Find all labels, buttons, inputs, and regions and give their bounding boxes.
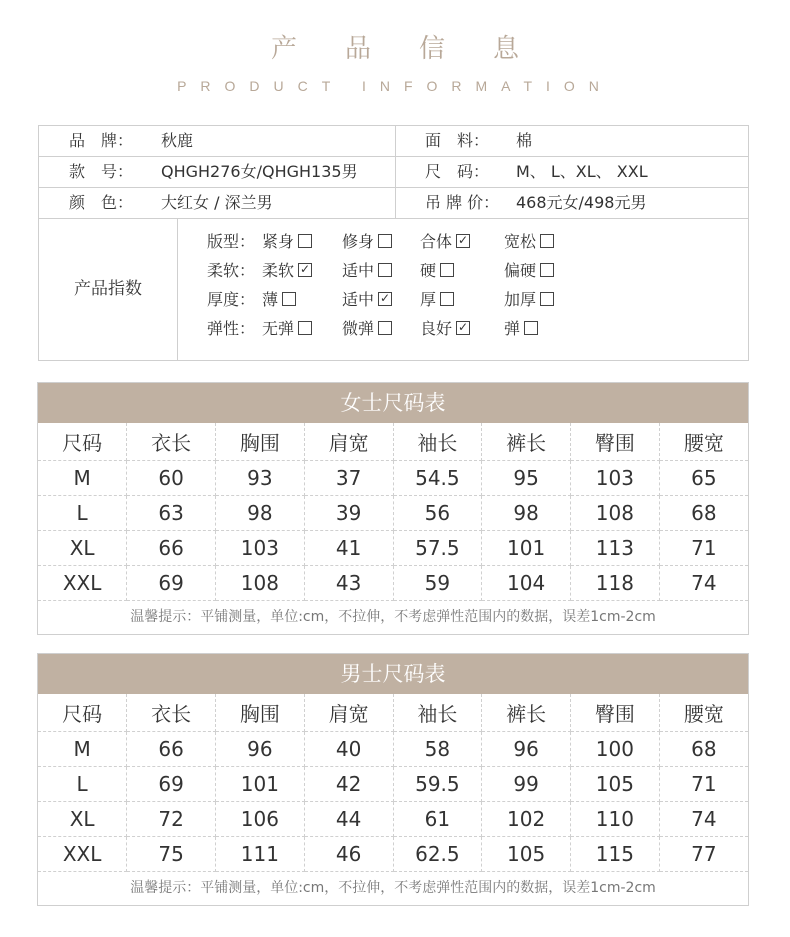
table-cell: 98	[482, 496, 571, 531]
table-row	[38, 837, 748, 872]
column-header: 臀围	[571, 694, 660, 732]
column-header: 腰宽	[659, 694, 748, 732]
table-cell: 58	[393, 732, 482, 767]
index-option-label: 修身	[342, 232, 375, 251]
table-cell: 62.5	[393, 837, 482, 872]
index-option-label: 合体	[420, 232, 453, 251]
info-row-brand	[39, 126, 748, 157]
table-cell: 39	[304, 496, 393, 531]
size-label: 尺 码：	[425, 162, 490, 181]
index-option	[420, 228, 470, 256]
women-size-grid	[38, 423, 748, 601]
index-option	[342, 228, 392, 256]
empty-box-icon	[440, 292, 454, 306]
women-table-note: 温馨提示：平铺测量，单位:cm，不拉伸，不考虑弹性范围内的数据，误差1cm-2cm	[130, 609, 656, 625]
index-option-label: 硬	[420, 261, 437, 280]
index-row-name: 弹性：	[207, 319, 256, 338]
table-cell: 95	[482, 461, 571, 496]
checked-box-icon: ✓	[457, 319, 469, 334]
page-subtitle: PRODUCT INFORMATION	[177, 78, 613, 94]
brand-value: 秋鹿	[161, 131, 194, 150]
size-value: M、 L、XL、 XXL	[516, 162, 648, 181]
men-size-table	[37, 653, 749, 906]
style-label: 款 号：	[69, 162, 134, 181]
table-cell: 60	[127, 461, 216, 496]
price-label: 吊 牌 价：	[425, 193, 500, 212]
brand-label: 品 牌：	[69, 131, 134, 150]
table-cell: 101	[216, 767, 305, 802]
color-value: 大红女 / 深兰男	[161, 193, 273, 212]
table-cell: XXL	[38, 837, 127, 872]
table-row	[38, 732, 748, 767]
column-header: 衣长	[127, 423, 216, 461]
index-option	[262, 286, 296, 314]
table-cell: 69	[127, 566, 216, 601]
table-cell: 68	[659, 496, 748, 531]
index-option	[420, 257, 454, 285]
table-cell: 69	[127, 767, 216, 802]
index-option-label: 柔软	[262, 261, 295, 280]
table-cell: 103	[571, 461, 660, 496]
table-cell: XL	[38, 802, 127, 837]
table-cell: 57.5	[393, 531, 482, 566]
table-cell: L	[38, 496, 127, 531]
index-option	[504, 315, 538, 343]
index-option-label: 微弹	[342, 319, 375, 338]
table-cell: 40	[304, 732, 393, 767]
table-cell: 113	[571, 531, 660, 566]
empty-box-icon	[378, 234, 392, 248]
table-cell: 59.5	[393, 767, 482, 802]
table-cell: 105	[571, 767, 660, 802]
table-cell: 101	[482, 531, 571, 566]
info-row-style	[39, 157, 748, 188]
page-title: 产品信息	[270, 34, 567, 64]
empty-box-icon	[378, 263, 392, 277]
table-cell: 66	[127, 531, 216, 566]
table-cell: 65	[659, 461, 748, 496]
empty-box-icon	[282, 292, 296, 306]
table-cell: 105	[482, 837, 571, 872]
table-cell: M	[38, 461, 127, 496]
table-row	[38, 767, 748, 802]
empty-box-icon	[298, 321, 312, 335]
checked-box-icon: ✓	[457, 232, 469, 247]
column-header: 肩宽	[304, 423, 393, 461]
index-option-label: 适中	[342, 261, 375, 280]
index-option-label: 无弹	[262, 319, 295, 338]
style-value: QHGH276女/QHGH135男	[161, 162, 358, 181]
table-cell: 43	[304, 566, 393, 601]
column-header: 尺码	[38, 694, 127, 732]
table-cell: 54.5	[393, 461, 482, 496]
empty-box-icon	[540, 263, 554, 277]
column-header: 衣长	[127, 694, 216, 732]
women-table-title: 女士尺码表	[38, 383, 748, 423]
table-cell: 41	[304, 531, 393, 566]
women-size-table	[37, 382, 749, 635]
table-cell: 108	[216, 566, 305, 601]
column-header: 裤长	[482, 694, 571, 732]
index-option-label: 偏硬	[504, 261, 537, 280]
divider	[395, 188, 396, 218]
table-cell: 98	[216, 496, 305, 531]
index-option-label: 加厚	[504, 290, 537, 309]
table-cell: 110	[571, 802, 660, 837]
table-cell: 93	[216, 461, 305, 496]
index-option	[504, 286, 554, 314]
table-header-row	[38, 694, 748, 732]
men-table-title: 男士尺码表	[38, 654, 748, 694]
table-cell: 99	[482, 767, 571, 802]
index-row-name: 厚度：	[207, 290, 256, 309]
table-cell: 103	[216, 531, 305, 566]
column-header: 裤长	[482, 423, 571, 461]
empty-box-icon	[440, 263, 454, 277]
table-cell: 42	[304, 767, 393, 802]
column-header: 臀围	[571, 423, 660, 461]
table-header-row	[38, 423, 748, 461]
color-label: 颜 色：	[69, 193, 134, 212]
table-cell: 37	[304, 461, 393, 496]
table-row	[38, 802, 748, 837]
table-cell: 77	[659, 837, 748, 872]
index-option	[262, 257, 312, 285]
index-option-label: 良好	[420, 319, 453, 338]
index-option	[342, 286, 392, 314]
column-header: 腰宽	[659, 423, 748, 461]
index-option	[342, 315, 392, 343]
table-row	[38, 496, 748, 531]
table-cell: 59	[393, 566, 482, 601]
column-header: 胸围	[216, 694, 305, 732]
table-cell: 63	[127, 496, 216, 531]
table-cell: 46	[304, 837, 393, 872]
men-size-grid	[38, 694, 748, 872]
index-option	[262, 228, 312, 256]
table-cell: 61	[393, 802, 482, 837]
column-header: 袖长	[393, 694, 482, 732]
index-row-name: 版型：	[207, 232, 256, 251]
checked-box-icon: ✓	[299, 261, 311, 276]
table-cell: 96	[482, 732, 571, 767]
table-cell: 71	[659, 531, 748, 566]
index-option-label: 弹	[504, 319, 521, 338]
index-option-label: 适中	[342, 290, 375, 309]
empty-box-icon	[524, 321, 538, 335]
column-header: 胸围	[216, 423, 305, 461]
index-option-label: 宽松	[504, 232, 537, 251]
table-cell: 115	[571, 837, 660, 872]
fabric-value: 棉	[516, 131, 533, 150]
empty-box-icon	[540, 292, 554, 306]
column-header: 肩宽	[304, 694, 393, 732]
index-option-label: 薄	[262, 290, 279, 309]
product-index-label: 产品指数	[39, 219, 178, 360]
table-cell: 108	[571, 496, 660, 531]
product-info-panel	[38, 125, 749, 361]
index-row-name: 柔软：	[207, 261, 256, 280]
fabric-label: 面 料：	[425, 131, 490, 150]
table-row	[38, 461, 748, 496]
index-option	[420, 315, 470, 343]
empty-box-icon	[540, 234, 554, 248]
table-cell: 71	[659, 767, 748, 802]
product-index-area	[39, 219, 748, 360]
table-cell: 74	[659, 566, 748, 601]
table-cell: 75	[127, 837, 216, 872]
divider	[395, 157, 396, 187]
table-cell: 68	[659, 732, 748, 767]
men-table-note: 温馨提示：平铺测量，单位:cm，不拉伸，不考虑弹性范围内的数据，误差1cm-2cm	[130, 880, 656, 896]
column-header: 尺码	[38, 423, 127, 461]
table-cell: 102	[482, 802, 571, 837]
table-cell: XL	[38, 531, 127, 566]
index-option	[504, 228, 554, 256]
table-cell: 104	[482, 566, 571, 601]
checked-box-icon: ✓	[379, 290, 391, 305]
table-row	[38, 531, 748, 566]
column-header: 袖长	[393, 423, 482, 461]
table-cell: 96	[216, 732, 305, 767]
table-cell: 106	[216, 802, 305, 837]
table-row	[38, 566, 748, 601]
table-cell: 72	[127, 802, 216, 837]
index-option-label: 紧身	[262, 232, 295, 251]
index-option	[342, 257, 392, 285]
index-option-label: 厚	[420, 290, 437, 309]
table-cell: 74	[659, 802, 748, 837]
table-cell: 56	[393, 496, 482, 531]
index-option	[262, 315, 312, 343]
table-cell: XXL	[38, 566, 127, 601]
table-cell: 100	[571, 732, 660, 767]
table-cell: L	[38, 767, 127, 802]
empty-box-icon	[298, 234, 312, 248]
info-row-color	[39, 188, 748, 219]
table-cell: M	[38, 732, 127, 767]
table-cell: 118	[571, 566, 660, 601]
empty-box-icon	[378, 321, 392, 335]
price-value: 468元女/498元男	[516, 193, 647, 212]
table-cell: 44	[304, 802, 393, 837]
index-option	[420, 286, 454, 314]
divider	[395, 126, 396, 156]
table-cell: 66	[127, 732, 216, 767]
index-option	[504, 257, 554, 285]
table-cell: 111	[216, 837, 305, 872]
